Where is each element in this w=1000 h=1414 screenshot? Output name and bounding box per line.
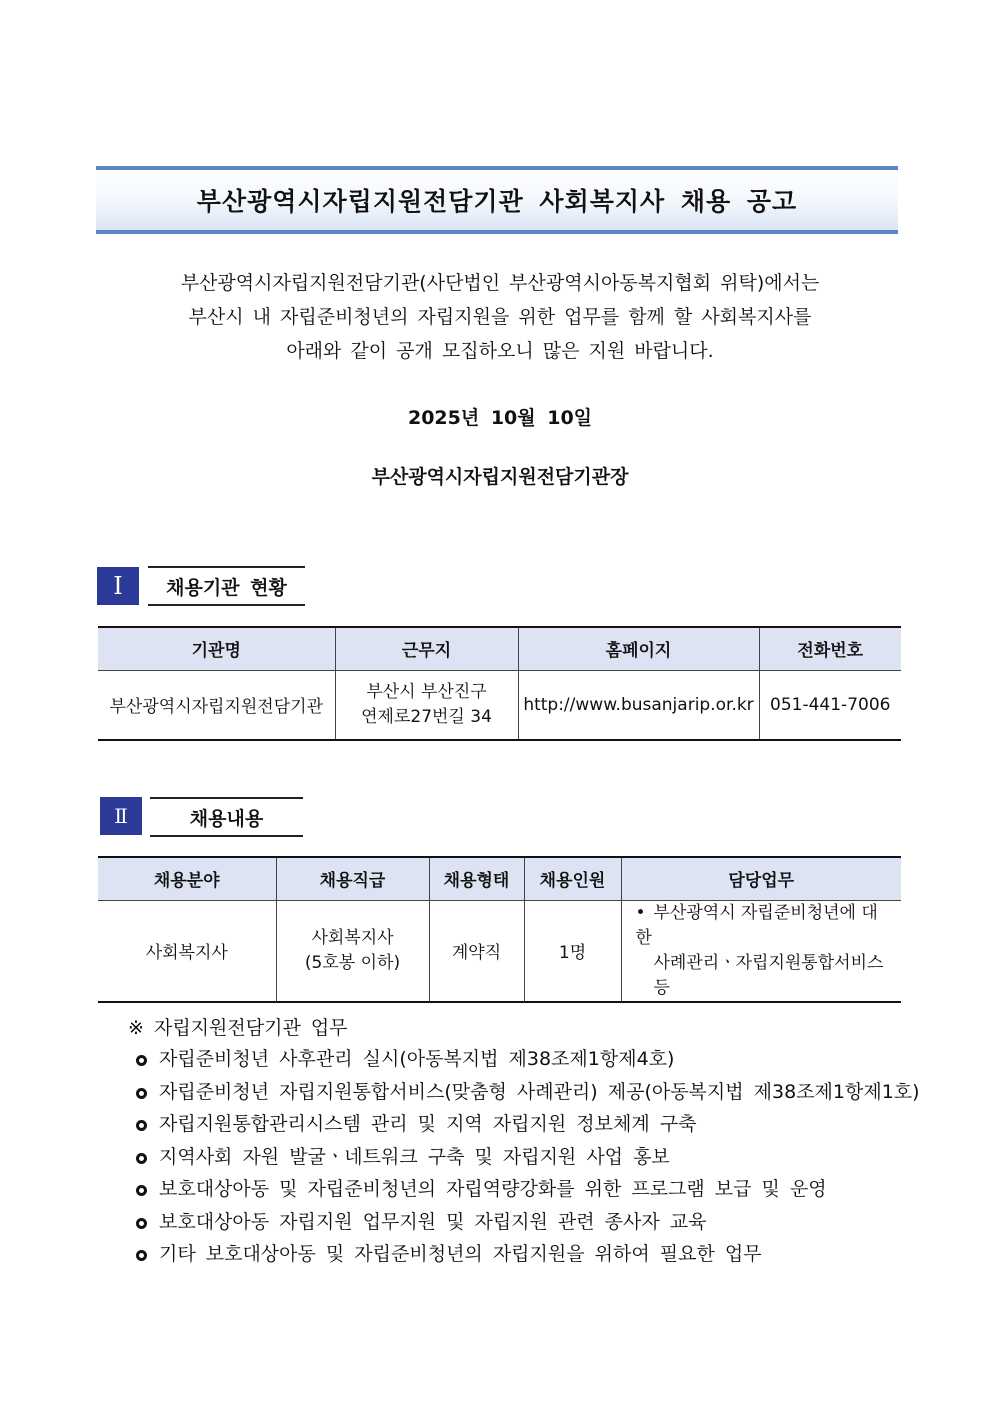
list-item-text: 자립지원통합관리시스템 관리 및 지역 자립지원 정보체계 구축 <box>159 1113 697 1135</box>
recruitment-table <box>98 856 901 1003</box>
list-item-text: 보호대상아동 자립지원 업무지원 및 자립지원 관련 종사자 교육 <box>159 1210 707 1233</box>
circle-bullet-icon <box>136 1153 147 1164</box>
agency-phone: 051-441-7006 <box>770 694 891 715</box>
list-item <box>136 1078 920 1111</box>
duty-line: 부산광역시 자립준비청년에 대한 <box>635 902 878 948</box>
announcement-date: 2025년 10월 10일 <box>407 407 593 429</box>
agency-info-table <box>98 626 901 741</box>
circle-bullet-icon <box>136 1218 147 1229</box>
section-1-number: Ⅰ <box>97 567 139 605</box>
list-item <box>136 1175 920 1208</box>
notes-header: ※ 자립지원전담기관 업무 <box>128 1017 348 1039</box>
agency-homepage-link[interactable]: http://www.busanjarip.or.kr <box>518 670 759 740</box>
recruit-duty <box>621 900 901 1002</box>
list-item-text: 보호대상아동 및 자립준비청년의 자립역량강화를 위한 프로그램 보급 및 운영 <box>159 1178 827 1200</box>
circle-bullet-icon <box>136 1120 147 1131</box>
list-item-text: 지역사회 자원 발굴ㆍ네트워크 구축 및 자립지원 사업 홍보 <box>159 1145 670 1168</box>
list-item-text: 자립준비청년 사후관리 실시(아동복지법 제38조제1항제4호) <box>159 1048 675 1070</box>
grade-line: 사회복지사 <box>311 927 394 948</box>
recruit-grade <box>276 900 429 1002</box>
location-line: 연제로27번길 34 <box>361 706 492 727</box>
table-row <box>98 900 901 1002</box>
circle-bullet-icon <box>136 1088 147 1099</box>
document-title: 부산광역시자립지원전담기관 사회복지사 채용 공고 <box>196 187 798 216</box>
recruit-field: 사회복지사 <box>98 900 276 1002</box>
section-2-number: Ⅱ <box>100 797 142 835</box>
header-grade: 채용직급 <box>276 857 429 900</box>
circle-bullet-icon <box>136 1185 147 1196</box>
issuer-name: 부산광역시자립지원전담기관장 <box>371 466 629 488</box>
notes-list <box>136 1045 920 1273</box>
location-line: 부산시 부산진구 <box>366 681 487 702</box>
list-item <box>136 1240 920 1273</box>
list-item-text: 자립준비청년 자립지원통합서비스(맞춤형 사례관리) 제공(아동복지법 제38조제1항제1호) <box>159 1080 920 1103</box>
header-count: 채용인원 <box>524 857 621 900</box>
header-homepage: 홈페이지 <box>518 627 759 670</box>
intro-line: 아래와 같이 공개 모집하오니 많은 지원 바랍니다. <box>286 340 714 362</box>
header-phone: 전화번호 <box>759 627 901 670</box>
table-header-row <box>98 627 901 670</box>
duty-line: 사례관리ㆍ자립지원통합서비스 등 <box>653 952 884 998</box>
header-duty: 담당업무 <box>621 857 901 900</box>
list-item <box>136 1208 920 1241</box>
section-2-title: 채용내용 <box>150 797 303 837</box>
grade-line: (5호봉 이하) <box>304 952 401 973</box>
header-location: 근무지 <box>335 627 518 670</box>
intro-line: 부산시 내 자립준비청년의 자립지원을 위한 업무를 함께 할 사회복지사를 <box>188 306 812 328</box>
recruit-count: 1명 <box>524 900 621 1002</box>
agency-name: 부산광역시자립지원전담기관 <box>98 670 335 740</box>
document-title-banner <box>96 166 898 234</box>
agency-location <box>335 670 518 740</box>
list-item <box>136 1110 920 1143</box>
header-agency-name: 기관명 <box>98 627 335 670</box>
intro-paragraph <box>100 266 900 368</box>
list-item <box>136 1045 920 1078</box>
section-1-title: 채용기관 현황 <box>148 566 305 606</box>
header-type: 채용형태 <box>429 857 524 900</box>
circle-bullet-icon <box>136 1055 147 1066</box>
recruit-type: 계약직 <box>429 900 524 1002</box>
bullet-icon: • <box>635 902 646 923</box>
intro-line: 부산광역시자립지원전담기관(사단법인 부산광역시아동복지협회 위탁)에서는 <box>180 272 820 294</box>
circle-bullet-icon <box>136 1250 147 1261</box>
table-header-row <box>98 857 901 900</box>
list-item-text: 기타 보호대상아동 및 자립준비청년의 자립지원을 위하여 필요한 업무 <box>159 1243 762 1265</box>
header-field: 채용분야 <box>98 857 276 900</box>
list-item <box>136 1143 920 1176</box>
table-row <box>98 670 901 740</box>
